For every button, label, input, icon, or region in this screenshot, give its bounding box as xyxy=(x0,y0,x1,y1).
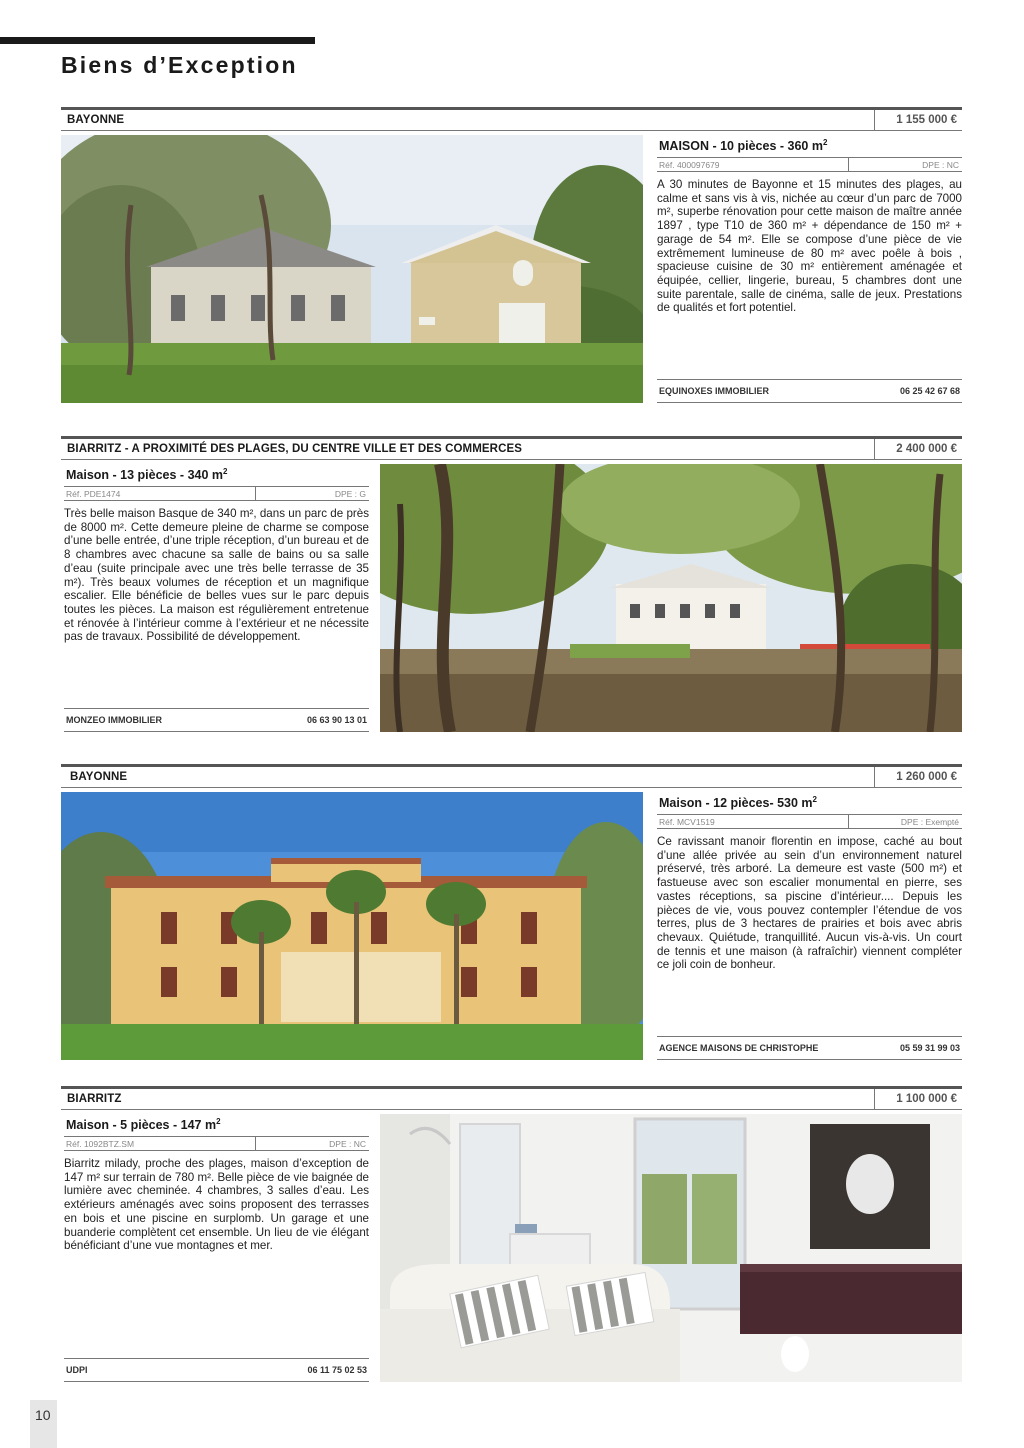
property-description: A 30 minutes de Bayonne et 15 minutes des plages, au calme et sans vis à vis, nichée au cœur d’un parc de 7000 m², superbe rénovation pour cette maison de maître année 1897 , type T10 de 360 m² + dépendance de 150 m² + garage de 54 m². Elle se compose d’une pièce de vie extrêmement lumineuse de 80 m² avec poêle à bois , spacieuse cuisine de 30 m² entièrement aménagée et équipée, cellier, lingerie, bureau, 5 chambres dont une suite parentale, salle de cinéma, salle de jeux. Prestations de qualités et fort potentiel. xyxy=(657,178,962,315)
agency-name: MONZEO IMMOBILIER xyxy=(66,715,162,725)
property-description: Biarritz milady, proche des plages, maison d’exception de 147 m² sur terrain de 780 m². Belle pièce de vie baignée de lumière avec cheminée. 4 chambres, 3 salles d’eau. Les extérieurs aménagés avec soins proposent des terrasses en bois et une piscine en surplomb. Un garage et une buanderie complètent cet ensemble. Un lieu de vie élégant bénéficiant d’une vue montagnes et mer. xyxy=(64,1157,369,1253)
listing-footer xyxy=(64,1358,369,1382)
listing-footer xyxy=(64,708,369,732)
property-dpe: DPE : G xyxy=(256,487,369,501)
agency-phone: 06 11 75 02 53 xyxy=(307,1365,367,1375)
listing-city: BIARRITZ xyxy=(67,1093,122,1105)
listing-price: 1 100 000 € xyxy=(874,1089,962,1109)
property-photo xyxy=(380,464,962,732)
listing-price: 2 400 000 € xyxy=(874,439,962,459)
listing-info xyxy=(64,1114,369,1382)
property-type: Maison - 12 pièces- 530 $m^2$ xyxy=(657,792,962,815)
listing-header xyxy=(61,764,962,788)
property-dpe: DPE : NC xyxy=(849,158,962,172)
listing-header xyxy=(61,436,962,460)
page-number: 10 xyxy=(35,1407,51,1423)
listing-header xyxy=(61,107,962,131)
property-type: MAISON - 10 pièces - 360 $m^2$ xyxy=(657,135,962,158)
listing-info xyxy=(657,792,962,1060)
agency-phone: 05 59 31 99 03 xyxy=(899,1043,960,1053)
top-accent-bar xyxy=(0,37,315,44)
listing-bayonne-2 xyxy=(61,764,962,1062)
page-title: Biens d’Exception xyxy=(61,52,298,78)
property-dpe: DPE : Exempté xyxy=(849,815,962,829)
listing-city: BAYONNE xyxy=(70,771,128,783)
property-reference: Réf. 400097679 xyxy=(657,158,849,172)
listing-info xyxy=(657,135,962,403)
listing-info xyxy=(64,464,369,732)
listing-city: BAYONNE xyxy=(67,114,125,126)
listing-price: 1 155 000 € xyxy=(874,110,962,130)
property-reference: Réf. MCV1519 xyxy=(657,815,849,829)
listing-footer xyxy=(657,1036,962,1060)
property-dpe: DPE : NC xyxy=(256,1137,369,1151)
property-type: Maison - 13 pièces - 340 $m^2$ xyxy=(64,464,369,487)
property-photo xyxy=(380,1114,962,1382)
agency-phone: 06 63 90 13 01 xyxy=(306,715,367,725)
property-photo xyxy=(61,792,643,1060)
listing-price: 1 260 000 € xyxy=(874,767,962,787)
agency-name: UDPI xyxy=(66,1365,88,1375)
property-photo xyxy=(61,135,643,403)
listing-bayonne-1 xyxy=(61,107,962,405)
listing-header xyxy=(61,1086,962,1110)
property-description: Ce ravissant manoir florentin en impose, caché au bout d’une allée privée au sein d’un environnement naturel préservé, très arboré. La demeure est vaste (500 m²) et fastueuse avec son escalier monumental en pierre, ses vastes réceptions, sa piscine d’intérieur.... Depuis les pièces de vie, vous pouvez contempler l’étendue de vos terres, plus de 3 hectares de prairies et bois avec abris chevaux. Quiétude, tranquillité. Aucun vis-à-vis. Un court de tennis et une maison (à rafraîchir) viennent compléter ce joli coin de bonheur. xyxy=(657,835,962,972)
agency-name: AGENCE MAISONS DE CHRISTOPHE xyxy=(659,1043,819,1053)
listing-biarritz-1 xyxy=(61,436,962,734)
agency-phone: 06 25 42 67 68 xyxy=(899,386,960,396)
agency-name: EQUINOXES IMMOBILIER xyxy=(659,386,770,396)
property-reference: Réf. 1092BTZ.SM xyxy=(64,1137,256,1151)
listing-footer xyxy=(657,379,962,403)
listing-biarritz-2 xyxy=(61,1086,962,1384)
listing-city: BIARRITZ - A PROXIMITÉ DES PLAGES, DU CENTRE VILLE ET DES COMMERCES xyxy=(67,443,523,455)
property-type: Maison - 5 pièces - 147 $m^2$ xyxy=(64,1114,369,1137)
property-description: Très belle maison Basque de 340 m², dans un parc de près de 8000 m². Cette demeure pleine de charme se compose d’une belle entrée, d’une triple réception, d’un bureau et de 8 chambres avec chacune sa salle de bains ou sa salle d’eau (suite principale avec une très belle terrasse de 35 m²). Très beaux volumes de réception et un magnifique escalier. Elle bénéficie de belles vues sur le parc depuis toutes les pièces. La maison est régulièrement entretenue et rénovée à l’intérieur comme à l’extérieur et ne nécessite pas de travaux. Possibilité de développement. xyxy=(64,507,369,644)
property-reference: Réf. PDE1474 xyxy=(64,487,256,501)
